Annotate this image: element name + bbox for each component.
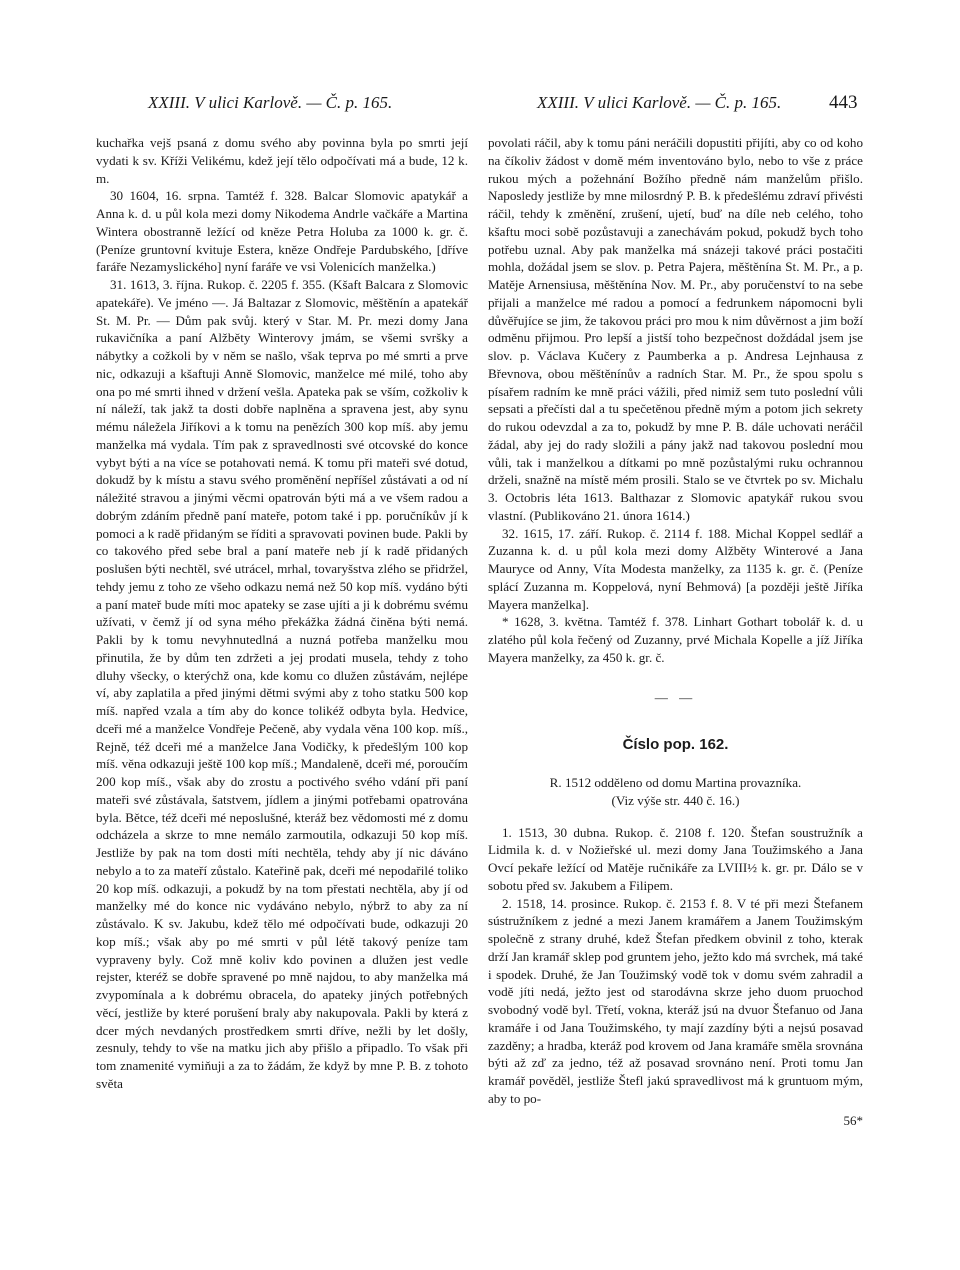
right-paragraph: * 1628, 3. května. Tamtéž f. 378. Linhart Gothart tobolář k. d. u zlatého půl kola řečený od Zuzanny, prvé Michala Kopelle a jíž Jiříka Mayera manželky, za 450 k. gr. č. [488, 614, 863, 665]
right-paragraph: 1. 1513, 30 dubna. Rukop. č. 2108 f. 120. Štefan soustružník a Lidmila k. d. v Nožieřské ul. mezi domy Jana Toužimského a Jana Ovcí pekaře ležící od Matěje ručnikáře za LVIII½ k. gr. pr. Dálo se v sobotu před sv. Jakubem a Filipem. [488, 824, 863, 893]
section-note-line: R. 1512 odděleno od domu Martina provazníka. [549, 775, 802, 790]
left-paragraph: kuchařka vejš psaná z domu svého aby povinna byla po smrti její vydati k sv. Kříži Velikému, kdež její tělo odpočívati má a bude, 12 k. m. [96, 135, 468, 186]
running-header-right: XXIII. V ulici Karlově. — Č. p. 165. [537, 93, 782, 112]
left-paragraph: 31. 1613, 3. října. Rukop. č. 2205 f. 355. (Kšaft Balcara z Slomovic apatekáře). Ve jméno —. Já Baltazar z Slomovic, měštěnín a apatekář St. M. Pr. — Dům pak svůj. který v Star. M. Pr. mezi domy Jana rukavičníka a paní Alžběty Winterovy jmám, se všemi svršky a nábytky a cožkoli by v něm se našlo, však teprva po mé smrti a prve nic, odkazuji a kšaftuji Anně Slomovic, manželce mé milé, toho aby ona po mé smrti ihned v držení vešla. Apateka pak se vším, cožkoliv k ní náleží, tak jakž ta dosti dobře naplněna a spravena jest, aby synu mému náležela Jiříkovi a k tomu na penězích 300 kop míš. aby jemu manželka má vydala. Tím pak z spravedlnosti své otcovské do konce vybyt býti a na více se potahovati nemá. K tomu při mateři své dotud, dokudž by k místu a stavu svého proměnění nepříšel zůstávati a od ní náležité stravou a jinými věcmi opatrován býti má a ve všem radou a dobrým zdáním předně paní mateře, potom také i pp. poručníkův jí k pomoci a k radě přidaným se říditi a spravovati povinen bude. Pakli by co takového před sebe bral a paní mateře neb jí k radě přidaných poslušen býti nechtěl, své utrácel, mrhal, tovaryšstva zlého se přidržel, tehdy jemu z toho ze všeho odkazu nemá než 50 kop míš. vydáno býti a paní mateř bude míti moc apateky se zase ujíti a ji k dobrému svému užívati, v čemž jí od syna mého překážka žádná činěna býti nemá. Pakli by k tomu nevyhnutedlná a nuzná potřeba manželku mou přinutila, že by dům ten zdržeti a jej prodati musela, tehdy z toho dluhy všecky, o kterýchž ona, kde komu co dlužen zůstávám, nejlépe ví, aby zaplatila a před jinými dětmi svými aby z toho statku 500 kop míš. napřed vzala a tím aby do konce tolikéž odbyta byla. Hedvice, dceři mé a manželce Vondřeje Pečeně, aby vydala věna 100 kop. míš., Rejně, též dceři mé a manželce Jana Vodičky, k předešlým 100 kop míš. věna odkazuji ještě 100 kop míš.; Mandaleně, dceři mé, poroučím 200 kop míš., však aby do zrostu a poctivého svého vdání při paní mateři své zůstávala, šatstvem, jídlem a jinými potřebami opatrována byla. Bětce, též dceři mé neposlušné, kteráž bez vědomosti mé z domu odcházela a skrze to mne nemálo zarmoutila, odkazuji 50 kop míš. Jestliže by pak na tom dosti míti nechtěla, tehdy aby jí nic dáváno nebylo a to za mateří zůstalo. Kateřině pak, dceři mé nepodařilé toliko 20 kop míš. odkazuji, a pokudž by na tom přestati nechtěla, aby jí od manželky mé do konce nic vydáváno nebylo, nýbrž to aby za ní zůstávalo. K sv. Jakubu, kdež tělo mé odpočívati bude, odkazuji 20 kop míš.; však aby po mé smrti v půl létě takový peníze tam vypraveny byly. Což mně koliv kdo povinen a dlužen jest vedle rejster, kteréž se dobře spravené po mně najdou, to aby manželka má zvypomínala a k dobrému obracela, do apateky jiných potřebných věcí, jestliže by které porušení braly aby nakupovala. Pakli by která z dcer mých nevdaných prostředkem smrti dříve, nežli by let došly, zesnuly, tehdy to vše na matku jich aby přišlo a připadlo. To však při tom znamenité vymiňuji a za to žádám, že když by mne P. B. z tohoto světa [96, 277, 468, 1091]
section-note [488, 774, 863, 810]
right-paragraph: 2. 1518, 14. prosince. Rukop. č. 2153 f. 8. V té při mezi Štefanem sústružníkem z jedné a mezi Janem kramářem a Janem Toužimským společně z strany druhé, kdež Štefan předkem obvinil z toho, kterak drží Jan kramář sklep pod gruntem jeho, ježto kdo má svrchek, má také i spodek. Druhé, že Jan Toužimský vodě tok v domu svém zahradil a vodě jíti nedá, ježto jest od starodávna skrze jeho duom pruochod svobodný vodě byl. Třetí, vokna, kteráž jsú na dvuor Štefanuo od Jana kramáře i od Jana Toužimského, ty mají zazdíny býti a nejsú posavad zazděny; a hradba, kteráž pod krovem od Jana kramáře směla srovnána býti až zď za jedno, též až posavad srovnáno není. Proti tomu Jan kramář pověděl, jestliže Štefl jakú spravedlivost má k gruntuom mým, aby to po- [488, 895, 863, 1106]
signature-mark: 56* [843, 1112, 863, 1128]
right-paragraph: povolati ráčil, aby k tomu páni neráčili dopustiti přijíti, aby co od koho na číkoliv žádost v domě mém inventováno bylo, nebo to vše z práce rukou mých a požehnání Božího předně nám manželům přišlo. Naposledy jestliže by mne milosrdný P. B. k předešlému zdraví přivésti ráčil, tehdy k změnění, zrušení, ujetí, buď na díle neb celého, toho kšaftu moci sobě pozůstavuji a zanechávám pokud, pokudž bych toho potřebu uznal. Aby pak manželka má snázeji takové práci postačiti mohla, dožádal jsem se slov. p. Petra Pajera, měštěnína St. M. Pr., a p. Matěje Arnensiusa, měštěnína Nov. M. Pr., aby poručenství to na sebe přijali a manželce mé radou a pomocí a fedrunkem nápomocni byli důvěřujíce se jim, že takovou práci pro mou k nim důvěrnost a jim boží odměnu přijmou. Pro lepší a jistší toho bezpečnost doždádal jsem jse slov. p. Václava Kučery z Paumberka a p. Andresa Lejnhausa z Břevnova, obou měštěnínův a radních Star. M. Pr., že spou spolu s písařem radním ke mně práci vážili, před nimiž sem tuto poslední vůli sepsati a přečísti dal a tu spečetěnou předně mým a potom jich sekrety do rukou odevzdal a za to, pokudž by mne P. B. dále uchovati neráčil žádal, aby jej do rady složili a pány jakž nad takovou poslední mou vůli, tak i manželkou a dítkami po mně pozůstalými ruku ochrannou drželi, snažně na místě mém prosili. Stalo se ve čtvrtek po sv. Michalu 3. Octobris léta 1613. Balthazar z Slomovic apatykář rukou svou vlastní. (Publikováno 21. února 1614.) [488, 135, 863, 523]
page-number: 443 [829, 92, 858, 113]
left-paragraph: 30 1604, 16. srpna. Tamtéž f. 328. Balcar Slomovic apatykář a Anna k. d. u půl kola mezi domy Nikodema Andrle vačkáře a Martina Wintera obostranně ležící od kněze Petra Holuba za 1000 k. gr. č. (Peníze gruntovní kvituje Estera, kněze Ondřeje Pardubského, [dříve faráře Nezamyslického] nyní faráře ve vsi Volenicích manželka.) [96, 188, 468, 275]
running-header-left: XXIII. V ulici Karlově. — Č. p. 165. [148, 93, 393, 112]
section-separator: — — [654, 689, 697, 705]
right-column [488, 134, 863, 1129]
section-title: Číslo pop. 162. [622, 736, 729, 754]
section-note-line: (Viz výše str. 440 č. 16.) [611, 792, 740, 808]
right-paragraph: 32. 1615, 17. září. Rukop. č. 2114 f. 188. Michal Koppel sedlář a Zuzanna k. d. u půl kola mezi domy Alžběty Winterové a Jana Mauryce od Anny, Víta Modesta manželky, za 1135 k. gr. č. (Peníze splácí Zuzanna m. Koppelová, nyní Behmová) [a později ještě Jiříka Mayera manželka]. [488, 525, 863, 612]
left-column [96, 134, 468, 1093]
